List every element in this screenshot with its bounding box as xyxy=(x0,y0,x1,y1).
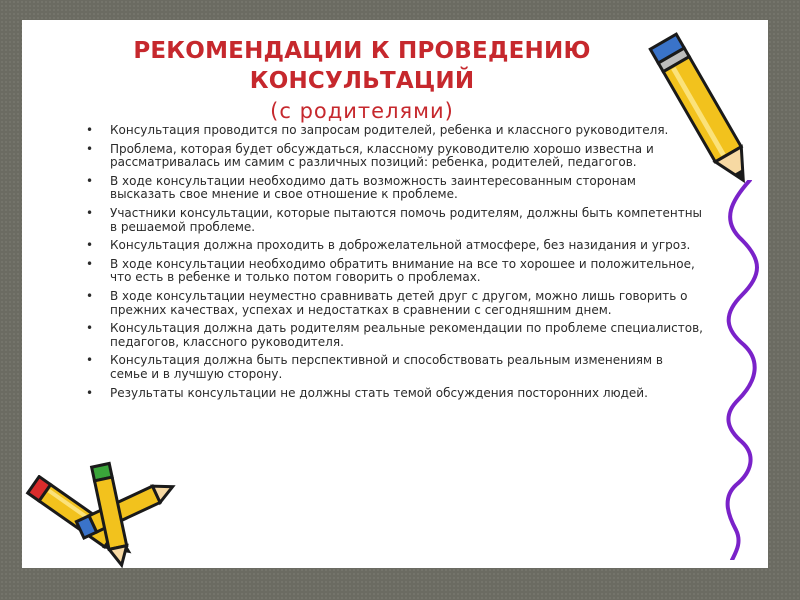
bullet-icon: • xyxy=(86,123,94,137)
list-item xyxy=(86,143,704,170)
list-item-text: В ходе консультации неуместно сравнивать детей друг с другом, можно лишь говорить о прежних качествах, успехах и недостатках в сравнении с сегодняшним днем. xyxy=(110,288,688,317)
list-item-text: Консультация должна проходить в доброжелательной атмосфере, без назидания и угроз. xyxy=(110,238,691,253)
list-item-text: В ходе консультации необходимо дать возможность заинтересованным сторонам высказать свое мнение и свое отношение к проблеме. xyxy=(110,173,636,202)
bullet-icon: • xyxy=(86,238,94,253)
list-item-text: Консультация должна быть перспективной и способствовать реальным изменениям в семье и в лучшую сторону. xyxy=(110,353,663,381)
list-item xyxy=(86,207,704,234)
bullet-icon: • xyxy=(86,205,94,220)
list-item-text: Проблема, которая будет обсуждаться, классному руководителю хорошо известна и рассматривалась им самим с различных позиций: ребенка, родителей, педагогов. xyxy=(110,141,654,170)
pencil-icon xyxy=(642,20,768,200)
list-item xyxy=(86,239,704,253)
bullet-icon: • xyxy=(86,321,94,336)
title-line-2: КОНСУЛЬТАЦИЙ xyxy=(249,68,475,94)
list-item-text: Консультация проводится по запросам родителей, ребенка и классного руководителя. xyxy=(110,123,669,137)
bullet-icon: • xyxy=(86,173,94,188)
list-item-text: Результаты консультации не должны стать темой обсуждения посторонних людей. xyxy=(110,385,648,400)
title-line-1: РЕКОМЕНДАЦИИ К ПРОВЕДЕНИЮ xyxy=(133,38,591,64)
list-item xyxy=(86,354,704,381)
bullet-icon: • xyxy=(86,256,94,271)
list-item-text: Консультация должна дать родителям реальные рекомендации по проблеме специалистов, педагогов, классного руководителя. xyxy=(110,321,703,349)
bullet-icon: • xyxy=(86,385,94,400)
bullet-icon: • xyxy=(86,353,94,368)
list-item-text: В ходе консультации необходимо обратить внимание на все то хорошее и положительное, что есть в ребенке и только потом говорить о проблемах. xyxy=(110,256,695,285)
list-item xyxy=(86,290,704,317)
list-item xyxy=(86,124,704,138)
title-line-3: (с родителями) xyxy=(270,99,454,123)
pencil-icon xyxy=(82,460,142,568)
list-item xyxy=(86,387,704,401)
list-item xyxy=(86,322,704,349)
recommendation-list xyxy=(86,124,704,405)
bullet-icon: • xyxy=(86,288,94,303)
slide xyxy=(22,20,768,568)
bullet-icon: • xyxy=(86,141,94,156)
list-item xyxy=(86,175,704,202)
list-item xyxy=(86,258,704,285)
slide-title xyxy=(82,36,642,126)
squiggle-line xyxy=(712,180,768,560)
list-item-text: Участники консультации, которые пытаются помочь родителям, должны быть компетентны в решаемой проблеме. xyxy=(110,205,703,234)
